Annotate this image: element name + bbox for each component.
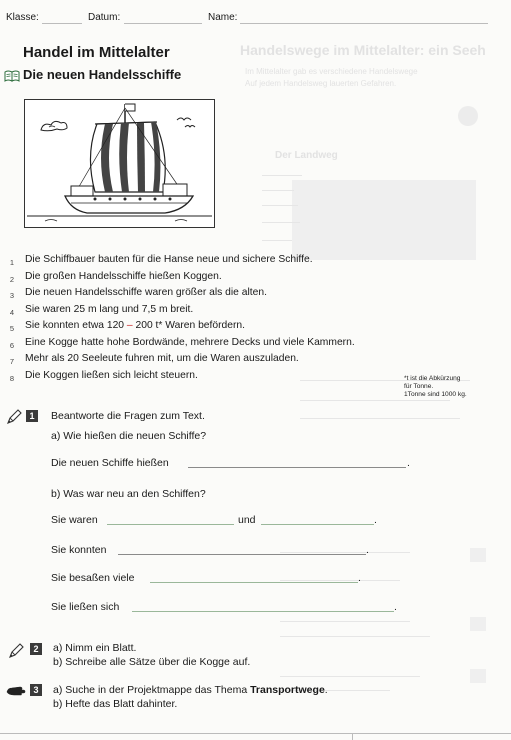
answer-b3-prompt: Sie besaßen viele: [51, 572, 135, 584]
task1-instruction: Beantworte die Fragen zum Text.: [51, 410, 205, 422]
book-icon: [4, 69, 20, 87]
ghost-line: Auf jedem Handelsweg lauerten Gefahren.: [245, 79, 397, 88]
klasse-field[interactable]: [42, 23, 82, 24]
text-line: [25, 320, 245, 331]
ghost-title: Handelswege im Mittelalter: ein Seeh: [240, 42, 486, 58]
footnote: [404, 375, 504, 399]
page-divider: [352, 733, 353, 740]
klasse-label: Klasse:: [6, 12, 39, 23]
text-line-part: 200 t* Waren befördern.: [132, 320, 246, 331]
task2-b: b) Schreibe alle Sätze über die Kogge auf.: [53, 656, 251, 668]
answer-b4-line[interactable]: [132, 611, 394, 612]
page-subtitle: Die neuen Handelsschiffe: [23, 67, 182, 82]
task3-a-end: .: [324, 684, 328, 696]
und-label: und: [238, 514, 256, 526]
task-number-badge: 3: [30, 684, 42, 696]
text-line: Die neuen Handelsschiffe waren größer als die alten.: [25, 287, 267, 298]
page-bottom-edge: [0, 733, 511, 734]
text-line: Die großen Handelsschiffe hießen Koggen.: [25, 271, 222, 282]
kogge-drawing: [25, 100, 214, 227]
task3-b: b) Hefte das Blatt dahinter.: [53, 698, 178, 710]
text-line: Die Schiffbauer bauten für die Hanse neue und sichere Schiffe.: [25, 254, 313, 265]
ghost-line: Im Mittelalter gab es verschiedene Handelswege: [245, 67, 418, 76]
question-b: b) Was war neu an den Schiffen?: [51, 488, 206, 500]
hand-icon: [6, 683, 26, 702]
datum-field[interactable]: [124, 23, 202, 24]
period: .: [394, 601, 397, 613]
line-number: 2: [9, 275, 15, 284]
answer-b2-prompt: Sie konnten: [51, 544, 107, 556]
name-label: Name:: [208, 12, 238, 23]
task2-a: a) Nimm ein Blatt.: [53, 642, 137, 654]
page-title: Handel im Mittelalter: [23, 44, 170, 61]
footnote-line: *t ist die Abkürzung: [404, 375, 461, 382]
ghost-icon: [458, 106, 478, 126]
task3-a: [53, 684, 328, 696]
text-line: Eine Kogge hatte hohe Bordwände, mehrere Decks und viele Kammern.: [25, 337, 355, 348]
answer-b1-prompt: Sie waren: [51, 514, 98, 526]
line-number: 6: [9, 341, 15, 350]
line-number: 1: [9, 258, 15, 267]
name-field[interactable]: [240, 23, 488, 24]
line-number: 5: [9, 324, 15, 333]
line-number: 7: [9, 357, 15, 366]
ghost-picture: [292, 180, 476, 260]
task-number-badge: 2: [30, 643, 42, 655]
period: .: [374, 514, 377, 526]
pencil-icon: [8, 643, 24, 664]
footnote-line: 1Tonne sind 1000 kg.: [404, 391, 467, 398]
pencil-icon: [6, 409, 22, 430]
answer-b1-line-2[interactable]: [261, 524, 374, 525]
answer-b3-line[interactable]: [150, 582, 358, 583]
text-line: Mehr als 20 Seeleute fuhren mit, um die Waren auszuladen.: [25, 353, 299, 364]
task3-topic: Transportwege: [250, 684, 325, 696]
line-number: 3: [9, 291, 15, 300]
question-a: a) Wie hießen die neuen Schiffe?: [51, 430, 207, 442]
answer-a-line[interactable]: [188, 467, 406, 468]
task3-a-text: a) Suche in der Projektmappe das Thema: [53, 684, 251, 696]
text-line-part: Sie konnten etwa 120: [25, 320, 127, 331]
text-line: Die Koggen ließen sich leicht steuern.: [25, 370, 198, 381]
period: .: [358, 572, 361, 584]
period: .: [366, 544, 369, 556]
task-number-badge: 1: [26, 410, 38, 422]
ghost-subtitle: Der Landweg: [275, 150, 338, 161]
line-number: 4: [9, 308, 15, 317]
line-number: 8: [9, 374, 15, 383]
answer-b2-line[interactable]: [118, 554, 366, 555]
period: .: [407, 457, 410, 469]
answer-b4-prompt: Sie ließen sich: [51, 601, 120, 613]
text-line: Sie waren 25 m lang und 7,5 m breit.: [25, 304, 194, 315]
answer-b1-line-1[interactable]: [107, 524, 234, 525]
answer-a-prompt: Die neuen Schiffe hießen: [51, 457, 169, 469]
datum-label: Datum:: [88, 12, 121, 23]
ship-illustration: [24, 99, 215, 228]
red-dash: –: [126, 320, 133, 331]
footnote-line: für Tonne.: [404, 383, 434, 390]
